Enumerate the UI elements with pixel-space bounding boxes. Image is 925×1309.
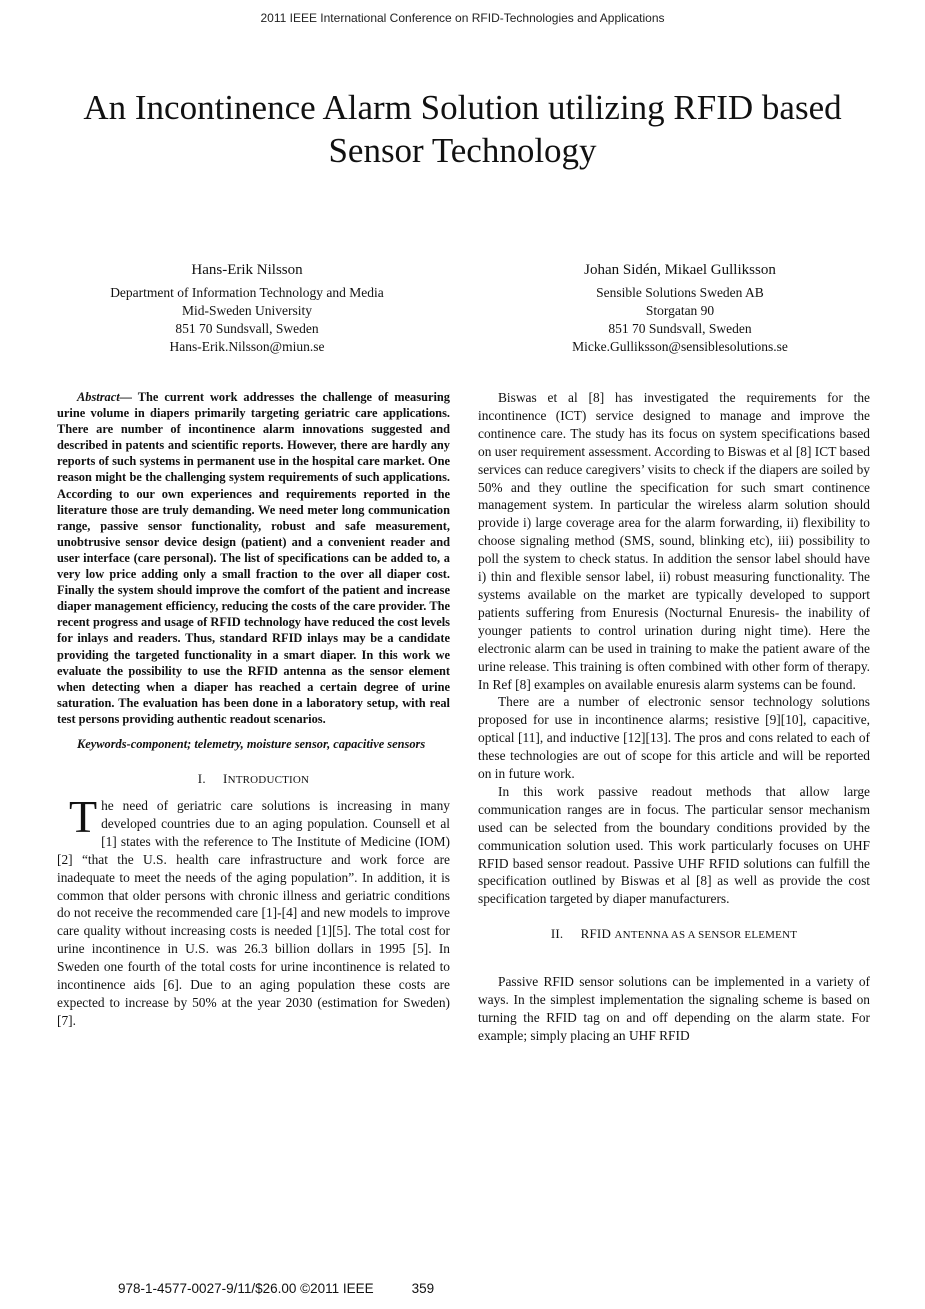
abstract (57, 389, 450, 727)
author-email: Micke.Gulliksson@sensiblesolutions.se (572, 339, 788, 354)
drop-cap: T (69, 790, 98, 842)
author-affiliation-line: Sensible Solutions Sweden AB (596, 285, 764, 300)
author-affiliation-line: 851 70 Sundsvall, Sweden (608, 321, 752, 336)
author-block-right (495, 260, 865, 356)
author-affiliation-line: 851 70 Sundsvall, Sweden (175, 321, 319, 336)
paper-title-line-1: An Incontinence Alarm Solution utilizing RFID based (83, 88, 842, 127)
body-paragraph: In this work passive readout methods that allow large communication ranges are in focus. The particular sensor mechanism used can be selected from the boundary conditions provided by the communication solution used. This work particularly focuses on UHF RFID based sensor readout. Passive UHF RFID solutions can fulfill the specification outlined by Biswas et al [8] as well as provide the cost specification targeted by diaper manufacturers. (478, 783, 870, 907)
page-number: 359 (411, 1281, 435, 1296)
section-number: II. (550, 926, 564, 942)
page-footer (118, 1281, 434, 1296)
section-number: I. (197, 771, 206, 787)
section-heading-rfid-antenna (478, 925, 870, 945)
abstract-text: The current work addresses the challenge of measuring urine volume in diapers primarily targeting geriatric care applications. There are number of incontinence alarm innovations suggested and described in patents and scientific reports. However, there are hardly any reports of such systems in permanent use in the hospital care market. One reason might be the challenging system requirements of such applications. According to our own experiences and requirements reported in the literature those are truly demanding. We need meter long communication range, passive sensor functionality, robust and safe measurement, unobtrusive sensor device design (patient) and a convenient reader and user interface (care personal). The list of specifications can be added to, a very low price adding only a small fraction to the over all diaper cost. Finally the system should improve the comfort of the patient and increase diaper management efficiency, reducing the costs of the care provider. The recent progress and usage of RFID technology have reduced the cost levels for inlays and readers. Thus, standard RFID inlays may be a candidate providing the targeted functionality in a smart diaper. In this work we evaluate the possibility to use the RFID antenna as the sensor element when detecting when a diaper has reached a certain degree of urine saturation. The evaluation has been done in a laboratory setup, with real test persons providing authentic readout scenarios. (57, 390, 450, 726)
author-affiliation-line: Mid-Sweden University (181, 303, 313, 318)
author-affiliation-line: Storgatan 90 (645, 303, 715, 318)
section-heading-introduction (57, 770, 450, 790)
author-name: Johan Sidén, Mikael Gulliksson (584, 262, 776, 278)
keywords: Keywords-component; telemetry, moisture sensor, capacitive sensors (77, 736, 426, 751)
introduction-text: he need of geriatric care solutions is increasing in many developed countries due to an aging population. Counsell et al [1] states with the reference to The Institute of Medicine (IOM) [2] “that the U.S. health care infrastructure and work force are inadequate to meet the needs of the aging population”. In addition, it is common that older persons with chronic illness and geriatric conditions do not receive the recommended care [1]-[4] and new models to improve care quality without increasing costs is needed [1][5]. The total cost for urine incontinence in U.S. was 26.3 billion dollars in 1995 [5]. In Sweden one fourth of the total costs for urine incontinence is related to incontinence aids [6]. Due to an aging population these costs are expected to increase by 50% at the year 2030 (estimation for Sweden) [7]. (57, 797, 450, 1028)
section-title-first: I (223, 771, 228, 787)
footer-isbn: 978-1-4577-0027-9/11/$26.00 ©2011 IEEE (118, 1281, 374, 1296)
right-column (478, 389, 870, 1045)
body-paragraph: Biswas et al [8] has investigated the requirements for the incontinence (ICT) service designed to manage and improve the continence care. The study has its focus on system specifications based on user requirement assessment. According to Biswas et al [8] ICT based services can reduce caregivers’ visits to check if the diapers are soiled by 50% and they outline the specification for such smart continence management system. In particular the wireless alarm solution should provide i) large coverage area for the alarm forwarding, ii) flexibility to choose signaling method (SMS, sound, blinking etc), iii) possibility to poll the system to check status. In addition the sensor label should have i) thin and flexible sensor label, ii) robust measuring functionality. The systems available on the market are typically developed to support patients suffering from Enuresis (Nocturnal Enuresis- the inability of younger patients to control urination during night time). Here the electronic alarm can be used in training to make the patient aware of the urine release. This training is often combined with other form of therapy. In Ref [8] examples on available enuresis alarm systems can be found. (478, 390, 870, 692)
left-column (57, 389, 450, 1030)
author-name: Hans-Erik Nilsson (191, 262, 303, 278)
paper-title (30, 86, 895, 172)
paper-title-line-2: Sensor Technology (328, 131, 597, 170)
abstract-lead: Abstract— (77, 390, 133, 404)
author-email: Hans-Erik.Nilsson@miun.se (169, 339, 325, 354)
body-paragraph: There are a number of electronic sensor technology solutions proposed for use in incontinence alarms; resistive [9][10], capacitive, optical [11], and inductive [12][13]. The pros and cons related to each of these technologies are out of scope for this article and will be reported on in future work. (478, 694, 870, 782)
author-block-left (62, 260, 432, 356)
introduction-paragraph (57, 790, 450, 1030)
section-title-rest: ANTENNA AS A SENSOR ELEMENT (614, 929, 798, 942)
section-title-first: RFID (580, 926, 612, 942)
body-paragraph: Passive RFID sensor solutions can be implemented in a variety of ways. In the simplest implementation the signaling scheme is based on turning the RFID tag on and off depending on the alarm state. For example; simply placing an UHF RFID (478, 974, 870, 1043)
author-affiliation-line: Department of Information Technology and Media (110, 285, 384, 300)
conference-header: 2011 IEEE International Conference on RFID-Technologies and Applications (260, 11, 665, 25)
section-title-rest: NTRODUCTION (227, 774, 310, 787)
